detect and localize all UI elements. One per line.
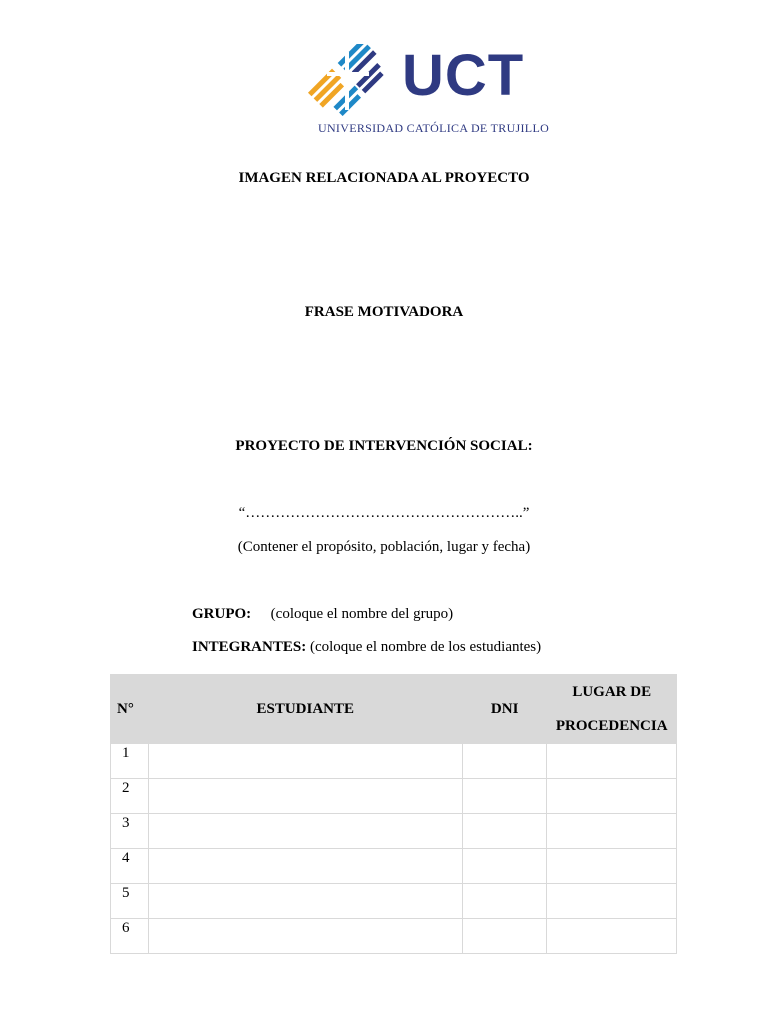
dni-cell [462, 919, 547, 954]
table-row [111, 849, 677, 884]
student-cell [148, 744, 462, 779]
table-row [111, 779, 677, 814]
student-cell [148, 919, 462, 954]
logo-wordmark: UCT [402, 43, 525, 108]
members-label: INTEGRANTES: [192, 639, 307, 655]
uct-emblem-icon [305, 44, 393, 116]
header-place-line1: LUGAR DE [572, 684, 652, 700]
table-row [111, 884, 677, 919]
row-number: 6 [111, 919, 149, 954]
project-title-hint: (Contener el propósito, población, lugar y fecha) [237, 539, 531, 555]
phrase-heading: FRASE MOTIVADORA [304, 304, 464, 320]
table-header-row [111, 675, 677, 744]
logo-subtitle: UNIVERSIDAD CATÓLICA DE TRUJILLO [318, 121, 550, 135]
header-number: N° [111, 675, 149, 744]
group-line [192, 606, 453, 623]
place-cell [547, 849, 677, 884]
header-place-line2: PROCEDENCIA [555, 718, 668, 734]
student-cell [148, 884, 462, 919]
place-cell [547, 814, 677, 849]
table-row [111, 744, 677, 779]
table-row [111, 814, 677, 849]
place-cell [547, 919, 677, 954]
group-value: (coloque el nombre del grupo) [270, 606, 454, 622]
row-number: 4 [111, 849, 149, 884]
project-heading: PROYECTO DE INTERVENCIÓN SOCIAL: [235, 438, 533, 454]
image-heading: IMAGEN RELACIONADA AL PROYECTO [238, 170, 530, 186]
place-cell [547, 884, 677, 919]
place-cell [547, 744, 677, 779]
dni-cell [462, 744, 547, 779]
row-number: 2 [111, 779, 149, 814]
members-value: (coloque el nombre de los estudiantes) [309, 639, 542, 655]
header-student: ESTUDIANTE [148, 675, 462, 744]
student-cell [148, 849, 462, 884]
group-label: GRUPO: [192, 606, 252, 622]
table-row [111, 919, 677, 954]
students-table [110, 674, 677, 954]
dni-cell [462, 884, 547, 919]
project-title-placeholder: “………………………………………………..” [238, 505, 530, 521]
university-logo [305, 44, 565, 140]
dni-cell [462, 814, 547, 849]
header-dni: DNI [462, 675, 547, 744]
row-number: 3 [111, 814, 149, 849]
student-cell [148, 779, 462, 814]
place-cell [547, 779, 677, 814]
row-number: 5 [111, 884, 149, 919]
student-cell [148, 814, 462, 849]
dni-cell [462, 849, 547, 884]
header-place [547, 675, 677, 744]
members-line [192, 639, 541, 656]
dni-cell [462, 779, 547, 814]
row-number: 1 [111, 744, 149, 779]
